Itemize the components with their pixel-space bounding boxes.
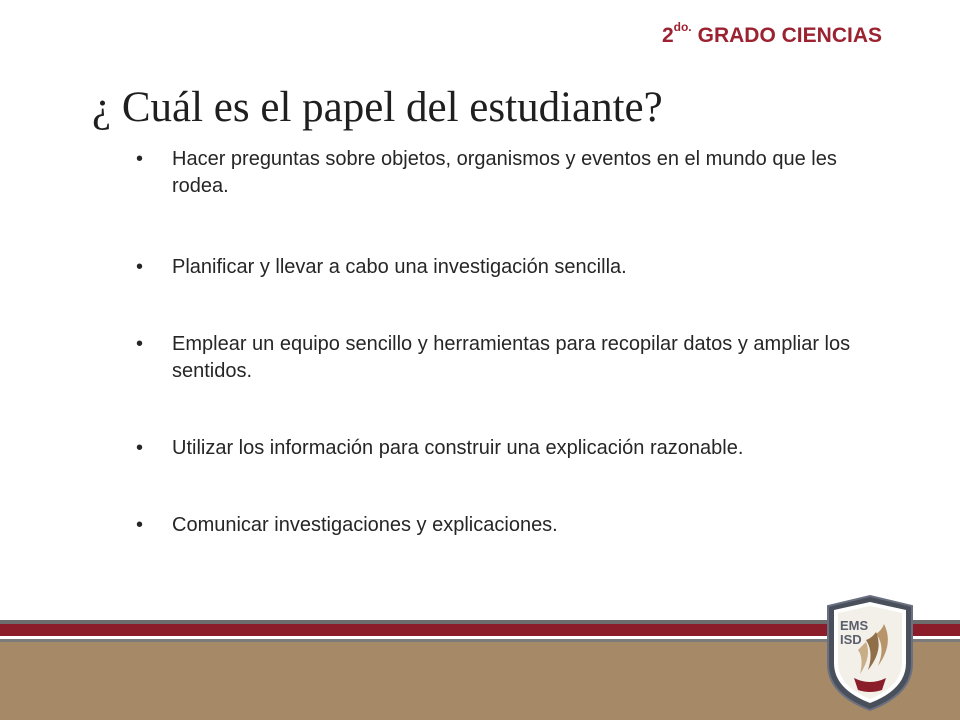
bullet-text: Utilizar los información para construir una explicación razonable. (172, 437, 744, 459)
shield-icon (824, 594, 916, 712)
bullet-text: Emplear un equipo sencillo y herramientas para recopilar datos y ampliar los sentidos. (172, 333, 851, 382)
bullet-dot-icon: • (136, 514, 144, 536)
grade-number: 2 (661, 24, 674, 47)
bullet-dot-icon: • (136, 148, 144, 170)
grade-label (662, 12, 882, 54)
bullet-text: Hacer preguntas sobre objetos, organismos y eventos en el mundo que les rodea. (172, 148, 837, 197)
bullet-item (136, 254, 876, 281)
footer-maroon-band (0, 624, 960, 636)
bullet-text: Planificar y llevar a cabo una investigación sencilla. (172, 256, 627, 278)
ems-isd-logo (824, 594, 916, 712)
logo-text-line1: EMS (840, 618, 869, 633)
bullet-dot-icon: • (136, 333, 144, 355)
bullet-item (136, 146, 876, 200)
slide-title: ¿ Cuál es el papel del estudiante? (92, 84, 663, 131)
grade-text: GRADO CIENCIAS (697, 24, 882, 47)
bullet-item (136, 512, 876, 539)
bullet-dot-icon: • (136, 256, 144, 278)
footer-tan-band (0, 642, 960, 720)
bullet-item (136, 331, 876, 385)
bullet-dot-icon: • (136, 437, 144, 459)
bullet-text: Comunicar investigaciones y explicaciones. (172, 514, 558, 536)
grade-suffix: do. (673, 20, 692, 34)
bullet-list (136, 146, 876, 539)
bullet-item (136, 435, 876, 462)
logo-text-line2: ISD (840, 632, 862, 647)
